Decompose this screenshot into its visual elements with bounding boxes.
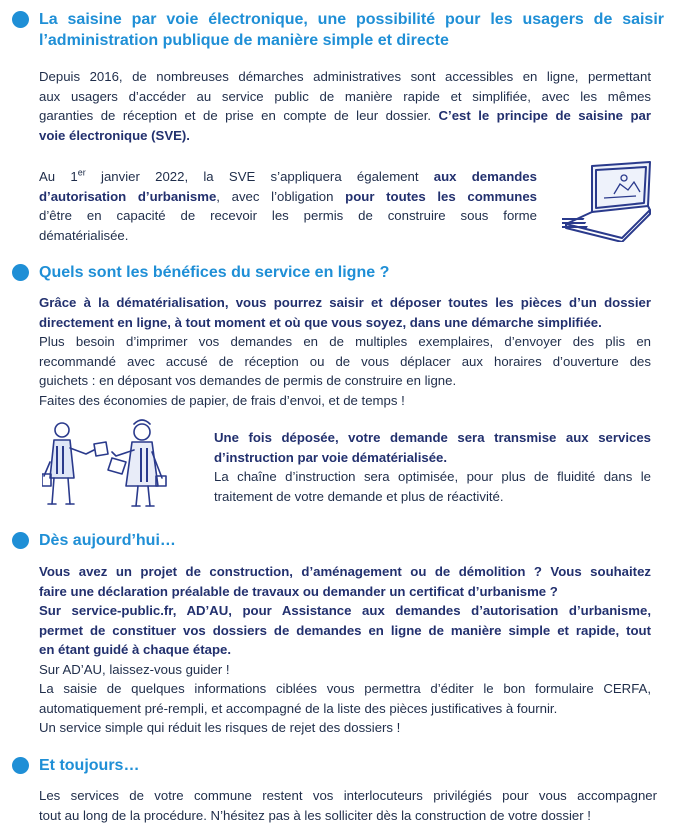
paragraph-sve-2022: Au 1er janvier 2022, la SVE s’appliquera également aux demandes d’autorisation d’urbanisme, avec l’obligation pour toutes les communes d’être en capacité de recevoir les permis de construire sous forme dématérialisée. <box>39 167 537 243</box>
circle-bullet-icon <box>12 264 29 281</box>
heading-line: Dès aujourd’hui… <box>39 532 176 549</box>
section-heading-today <box>12 530 176 551</box>
paragraph-instruction: Une fois déposée, votre demande sera transmise aux services d’instruction par voie dématérialisée. La chaîne d’instruction sera optimisée, pour plus de fluidité dans le traitement de votre demande et plus de réactivité. <box>214 430 651 504</box>
paragraph-sve-intro: Depuis 2016, de nombreuses démarches administratives sont accessibles en ligne, permettant aux usagers d’accéder au service public de manière rapide et simplifiée, avec les mêmes garanties de réception et de prise en compte de leur dossier. C’est le principe de saisine par voie électronique (SVE). <box>39 69 651 143</box>
section-heading-benefits <box>12 262 389 283</box>
heading-line: Et toujours… <box>39 757 140 774</box>
paragraph-commune: Les services de votre commune restent vos interlocuteurs privilégiés pour vous accompagner tout au long de la procédure. N’hésitez pas à les solliciter dès la construction de votre dossier ! <box>39 788 657 823</box>
circle-bullet-icon <box>12 532 29 549</box>
circle-bullet-icon <box>12 11 29 28</box>
people-exchange-illustration <box>42 418 170 510</box>
laptop-illustration <box>562 160 658 242</box>
circle-bullet-icon <box>12 757 29 774</box>
heading-line: l’administration publique de manière simple et directe <box>39 32 449 49</box>
paragraph-adau: Vous avez un projet de construction, d’aménagement ou de démolition ? Vous souhaitez faire une déclaration préalable de travaux ou demander un certificat d’urbanisme ? Sur service-public.fr, AD’AU, pour Assistance aux demandes d’autorisation d’urbanisme, permet de constituer vos dossiers de demandes en ligne de manière simple et rapide, tout en étant guidé à chaque étape. Sur AD’AU, laissez-vous guider ! La saisie de quelques informations ciblées vous permettra d’éditer le bon formulaire CERFA, automatiquement pré-rempli, et accompagné de la liste des pièces justificatives à fournir. Un service simple qui réduit les risques de rejet des dossiers ! <box>39 564 651 735</box>
paragraph-benefits: Grâce à la dématérialisation, vous pourrez saisir et déposer toutes les pièces d’un dossier directement en ligne, à tout moment et où que vous soyez, dans une démarche simplifiée. Plus besoin d’imprimer vos demandes en de multiples exemplaires, d’envoyer des plis en recommandé avec accusé de réception ou de vous déplacer aux horaires d’ouverture des guichets : en déposant vos demandes de permis de construire en ligne. Faites des économies de papier, de frais d’envoi, et de temps ! <box>39 295 651 408</box>
heading-line: La saisine par voie électronique, une possibilité pour les usagers de saisir <box>39 11 664 28</box>
section-heading-always <box>12 755 139 776</box>
heading-line: Quels sont les bénéfices du service en ligne ? <box>39 264 390 281</box>
section-heading-sve <box>12 9 664 51</box>
